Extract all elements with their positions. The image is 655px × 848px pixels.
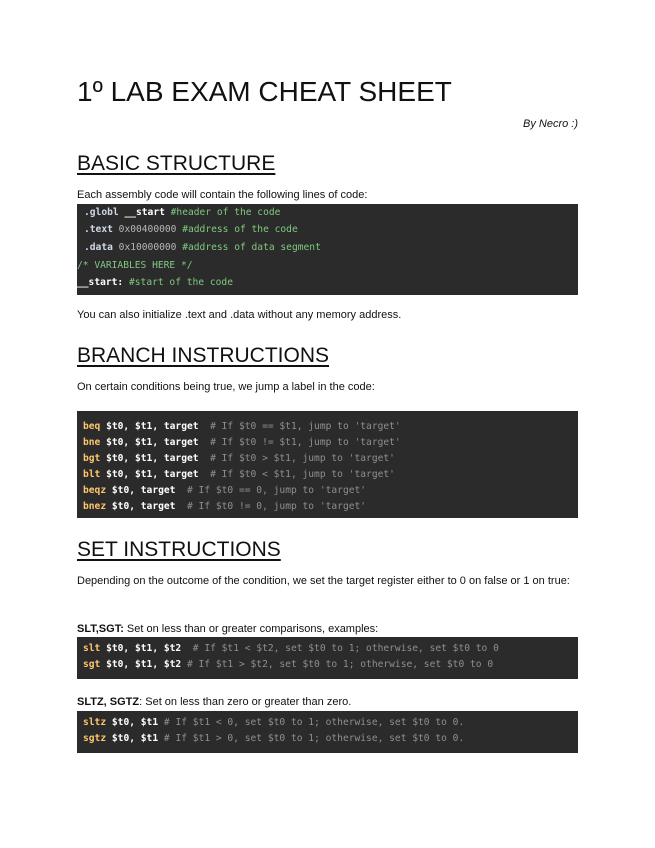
code-comment: /* VARIABLES HERE */ bbox=[77, 260, 193, 271]
code-opcode: blt bbox=[83, 469, 101, 480]
code-opcode: sgt bbox=[83, 659, 101, 670]
code-value: 0x10000000 bbox=[118, 242, 177, 253]
set-instructions-intro: Depending on the outcome of the condition, we set the target register either to 0 on false or 1 on true: bbox=[77, 575, 570, 587]
code-line bbox=[77, 275, 578, 291]
code-comment: # If $t0 != $t1, jump to 'target' bbox=[210, 437, 401, 448]
code-line bbox=[77, 221, 578, 238]
code-directive: .globl bbox=[84, 207, 119, 218]
code-line bbox=[77, 257, 578, 275]
code-comment: #start of the code bbox=[129, 277, 233, 288]
code-args: $t0, $t1, target bbox=[106, 453, 199, 464]
code-opcode: beq bbox=[83, 421, 101, 432]
slt-sgt-description bbox=[77, 621, 579, 638]
branch-instructions-intro: On certain conditions being true, we jump a label in the code: bbox=[77, 381, 375, 393]
code-line bbox=[77, 205, 578, 221]
code-comment: # If $t1 < 0, set $t0 to 1; otherwise, set $t0 to 0. bbox=[163, 717, 465, 728]
slt-sgt-code-block bbox=[77, 637, 578, 679]
slt-sgt-desc: Set on less than or greater comparisons, examples: bbox=[123, 623, 379, 635]
code-comment: #address of data segment bbox=[182, 242, 321, 253]
code-args: $t0, $t1, $t2 bbox=[106, 659, 182, 670]
code-opcode: beqz bbox=[83, 485, 107, 496]
code-line bbox=[83, 483, 578, 499]
code-args: $t0, $t1, $t2 bbox=[106, 643, 182, 654]
code-directive: .data bbox=[84, 242, 113, 253]
code-line bbox=[83, 657, 578, 673]
branch-instructions-heading: BRANCH INSTRUCTIONS bbox=[77, 344, 330, 367]
code-opcode: bnez bbox=[83, 501, 107, 512]
code-opcode: sltz bbox=[83, 717, 107, 728]
code-args: $t0, $t1, target bbox=[106, 437, 199, 448]
code-args: $t0, $t1 bbox=[111, 717, 159, 728]
sltz-sgtz-desc: : Set on less than zero or greater than zero. bbox=[139, 696, 352, 708]
basic-structure-code-block bbox=[77, 204, 578, 295]
code-comment: # If $t1 > $t2, set $t0 to 1; otherwise, set $t0 to 0 bbox=[186, 659, 494, 670]
code-opcode: bgt bbox=[83, 453, 101, 464]
sltz-sgtz-label: SLTZ, SGTZ bbox=[77, 696, 140, 708]
code-args: $t0, $t1, target bbox=[106, 469, 199, 480]
code-directive: .text bbox=[84, 224, 113, 235]
code-args: $t0, target bbox=[111, 485, 176, 496]
code-comment: # If $t0 == 0, jump to 'target' bbox=[187, 485, 367, 496]
code-comment: # If $t0 < $t1, jump to 'target' bbox=[210, 469, 395, 480]
code-line bbox=[83, 467, 578, 483]
page-title: 1º LAB EXAM CHEAT SHEET bbox=[77, 76, 452, 107]
branch-code-block bbox=[77, 411, 578, 518]
slt-sgt-label: SLT,SGT: bbox=[77, 623, 124, 635]
code-comment: # If $t1 < $t2, set $t0 to 1; otherwise, set $t0 to 0 bbox=[192, 643, 499, 654]
sltz-sgtz-code-block bbox=[77, 711, 578, 753]
code-comment: #header of the code bbox=[170, 207, 281, 218]
code-comment: # If $t0 > $t1, jump to 'target' bbox=[210, 453, 395, 464]
code-args: $t0, $t1, target bbox=[106, 421, 199, 432]
code-args: $t0, $t1 bbox=[111, 733, 159, 744]
code-opcode: sgtz bbox=[83, 733, 107, 744]
code-line bbox=[83, 715, 578, 731]
code-comment: # If $t1 > 0, set $t0 to 1; otherwise, set $t0 to 0. bbox=[163, 733, 465, 744]
code-line bbox=[83, 419, 578, 435]
author-line: By Necro :) bbox=[522, 118, 578, 130]
code-line bbox=[83, 499, 578, 515]
code-line bbox=[77, 238, 578, 257]
basic-structure-note: You can also initialize .text and .data without any memory address. bbox=[77, 309, 402, 321]
code-line bbox=[83, 451, 578, 467]
code-label: __start: bbox=[77, 277, 124, 288]
code-value: __start bbox=[124, 207, 165, 218]
sltz-sgtz-description bbox=[77, 694, 579, 711]
code-args: $t0, target bbox=[111, 501, 176, 512]
code-opcode: bne bbox=[83, 437, 101, 448]
code-comment: # If $t0 != 0, jump to 'target' bbox=[187, 501, 367, 512]
basic-structure-heading: BASIC STRUCTURE bbox=[77, 152, 276, 175]
code-line bbox=[83, 641, 578, 657]
set-instructions-heading: SET INSTRUCTIONS bbox=[77, 538, 281, 561]
code-opcode: slt bbox=[83, 643, 101, 654]
code-line bbox=[83, 435, 578, 451]
code-value: 0x00400000 bbox=[118, 224, 177, 235]
basic-structure-intro: Each assembly code will contain the following lines of code: bbox=[77, 189, 368, 201]
code-line bbox=[83, 731, 578, 747]
code-comment: # If $t0 == $t1, jump to 'target' bbox=[210, 421, 401, 432]
code-comment: #address of the code bbox=[182, 224, 298, 235]
